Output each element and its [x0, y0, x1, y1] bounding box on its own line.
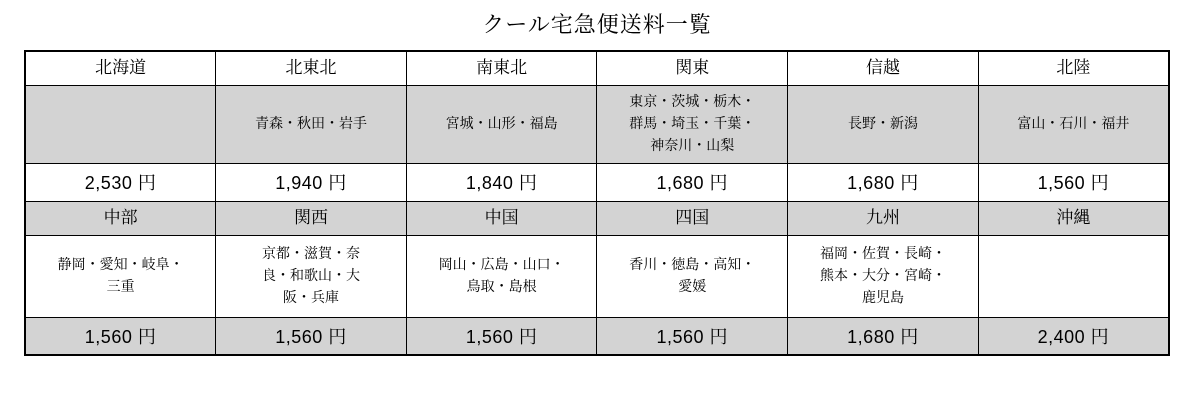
- region-header-cell: 信越: [788, 51, 979, 85]
- prefecture-line: 阪・兵庫: [282, 288, 339, 305]
- price-cell: 1,560 円: [978, 163, 1169, 201]
- price-cell: 2,400 円: [978, 317, 1169, 355]
- price-cell: 1,560 円: [25, 317, 216, 355]
- prefecture-cell: [597, 85, 788, 163]
- prefecture-line: [984, 276, 1163, 277]
- region-header-cell: 北陸: [978, 51, 1169, 85]
- prefecture-cell: [788, 85, 979, 163]
- table-row-region-headers-1: [25, 51, 1169, 85]
- price-cell: 1,940 円: [216, 163, 407, 201]
- region-header-cell: 沖縄: [978, 201, 1169, 235]
- prefecture-line: 神奈川・山梨: [650, 136, 735, 153]
- prefecture-line: 愛媛: [678, 278, 707, 294]
- region-header-cell: 中部: [25, 201, 216, 235]
- region-header-cell: 関東: [597, 51, 788, 85]
- price-cell: 1,560 円: [597, 317, 788, 355]
- prefecture-line: 熊本・大分・宮崎・: [819, 267, 946, 284]
- prefecture-cell: [25, 85, 216, 163]
- prefecture-line: 長野・新潟: [847, 115, 918, 132]
- region-header-cell: 九州: [788, 201, 979, 235]
- prefecture-line: 香川・徳島・高知・: [629, 256, 756, 273]
- table-row-prices-2: [25, 317, 1169, 355]
- prefecture-line: 京都・滋賀・奈: [261, 245, 360, 262]
- table-row-prefectures-1: [25, 85, 1169, 163]
- price-cell: 1,680 円: [788, 163, 979, 201]
- prefecture-line: 良・和歌山・大: [261, 267, 360, 284]
- shipping-rate-table: [24, 50, 1170, 356]
- region-header-cell: 北海道: [25, 51, 216, 85]
- table-row-prefectures-2: [25, 235, 1169, 317]
- prefecture-cell: [406, 235, 597, 317]
- region-header-cell: 中国: [406, 201, 597, 235]
- prefecture-line: 静岡・愛知・岐阜・: [57, 256, 184, 273]
- prefecture-cell: [406, 85, 597, 163]
- prefecture-line: 岡山・広島・山口・: [438, 256, 565, 273]
- price-cell: 1,680 円: [788, 317, 979, 355]
- region-header-cell: 南東北: [406, 51, 597, 85]
- prefecture-cell: [788, 235, 979, 317]
- prefecture-cell: [978, 235, 1169, 317]
- region-header-cell: 四国: [597, 201, 788, 235]
- prefecture-cell: [978, 85, 1169, 163]
- price-cell: 1,840 円: [406, 163, 597, 201]
- table-container: [0, 50, 1194, 356]
- prefecture-cell: [25, 235, 216, 317]
- price-cell: 2,530 円: [25, 163, 216, 201]
- prefecture-line: 群馬・埼玉・千葉・: [629, 115, 756, 132]
- price-cell: 1,680 円: [597, 163, 788, 201]
- price-cell: 1,560 円: [216, 317, 407, 355]
- prefecture-line: [31, 124, 210, 125]
- table-row-region-headers-2: [25, 201, 1169, 235]
- prefecture-line: 富山・石川・福井: [1017, 115, 1130, 132]
- prefecture-cell: [597, 235, 788, 317]
- table-row-prices-1: [25, 163, 1169, 201]
- prefecture-line: 鳥取・島根: [466, 278, 537, 294]
- prefecture-line: 福岡・佐賀・長崎・: [819, 245, 946, 262]
- prefecture-line: 宮城・山形・福島: [445, 115, 558, 132]
- prefecture-line: 鹿児島: [861, 288, 904, 305]
- price-cell: 1,560 円: [406, 317, 597, 355]
- prefecture-line: 三重: [106, 278, 135, 294]
- prefecture-line: 東京・茨城・栃木・: [629, 93, 756, 110]
- prefecture-cell: [216, 235, 407, 317]
- region-header-cell: 関西: [216, 201, 407, 235]
- prefecture-cell: [216, 85, 407, 163]
- region-header-cell: 北東北: [216, 51, 407, 85]
- prefecture-line: 青森・秋田・岩手: [254, 115, 367, 132]
- page-title: クール宅急便送料一覧: [482, 12, 712, 37]
